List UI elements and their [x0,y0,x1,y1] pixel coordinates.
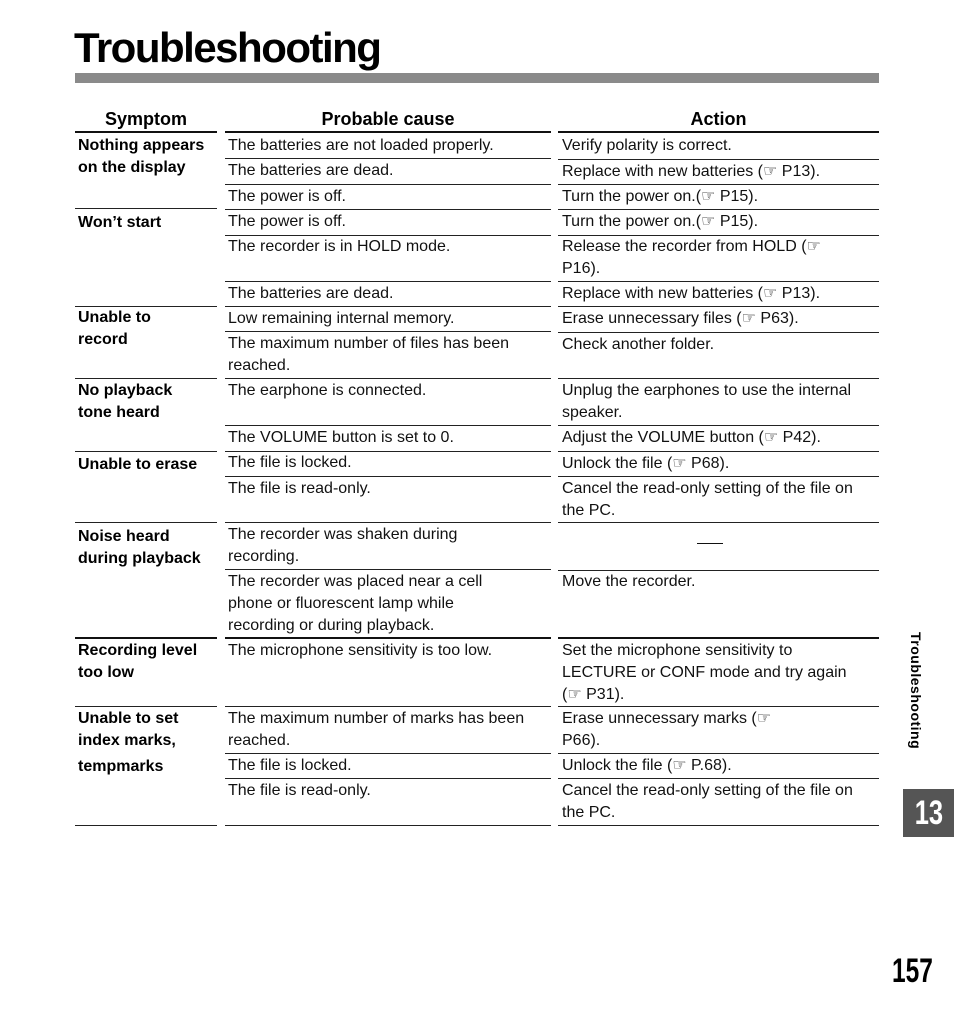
cause-cell: The power is off. [228,188,346,205]
symptom-noise-heard: Noise heard during playback [78,528,201,567]
table-bottom-rule [75,825,217,826]
action-cell: Unlock the file (☞ P68). [562,455,730,472]
row-divider [225,778,551,779]
row-divider [225,451,551,452]
row-divider [558,778,879,779]
row-divider [225,184,551,185]
action-cell: Set the microphone sensitivity to LECTURE or CONF mode and try again (☞ P31). [562,642,847,703]
cause-cell: The batteries are dead. [228,285,394,302]
row-divider [225,569,551,570]
row-divider [75,706,217,707]
row-divider [75,306,217,307]
row-divider [558,184,879,185]
row-divider [75,522,217,523]
action-cell: Turn the power on.(☞ P15). [562,213,759,230]
page-number-text: 157 [892,952,933,990]
row-divider [225,522,551,523]
row-divider [558,378,879,379]
chapter-number: 13 [914,793,943,832]
row-divider [558,476,879,477]
row-divider [75,637,217,639]
chapter-tab [903,789,954,837]
action-cell: Release the recorder from HOLD (☞ P16). [562,238,821,277]
row-divider [558,281,879,282]
action-cell: Unlock the file (☞ P.68). [562,757,732,774]
action-cell: Replace with new batteries (☞ P13). [562,285,821,302]
cause-cell: The earphone is connected. [228,382,427,399]
symptom-unable-to-record: Unable to record [78,309,151,348]
action-cell: Cancel the read-only setting of the file on the PC. [562,480,853,519]
row-divider [558,235,879,236]
side-label-text: Troubleshooting [908,632,924,750]
cause-cell: Low remaining internal memory. [228,310,455,327]
action-cell: Unplug the earphones to use the internal speaker. [562,382,852,421]
header-rule-cause [225,131,551,133]
row-divider [225,476,551,477]
cause-cell: The recorder was placed near a cell phone or fluorescent lamp while recording or during playback. [228,573,483,634]
action-cell: Verify polarity is correct. [562,137,732,154]
row-divider [225,331,551,332]
row-divider [558,306,879,307]
cause-cell: The file is locked. [228,757,352,774]
table-bottom-rule [558,825,879,826]
cause-cell: The microphone sensitivity is too low. [228,642,493,659]
cause-cell: The recorder is in HOLD mode. [228,238,451,255]
page-number [892,952,949,991]
cause-cell: The recorder was shaken during recording. [228,526,458,565]
header-rule-action [558,131,879,133]
action-cell: Turn the power on.(☞ P15). [562,188,759,205]
no-action-dash [697,543,723,544]
row-divider [558,570,879,571]
cause-cell: The batteries are not loaded properly. [228,137,494,154]
cause-cell: The maximum number of files has been reached. [228,335,510,374]
row-divider [558,332,879,333]
symptom-no-playback-tone: No playback tone heard [78,382,173,421]
action-cell: Cancel the read-only setting of the file on the PC. [562,782,853,821]
symptom-unable-to-set-marks: Unable to set index marks, [78,710,179,749]
symptom-wont-start: Won’t start [78,214,162,231]
cause-cell: The power is off. [228,213,346,230]
header-symptom: Symptom [104,109,187,129]
symptom-tempmarks: tempmarks [78,758,164,775]
action-cell: Adjust the VOLUME button (☞ P42). [562,429,821,446]
row-divider [558,522,879,523]
row-divider [75,378,217,379]
row-divider [225,209,551,210]
row-divider [225,753,551,754]
cause-cell: The file is read-only. [228,782,371,799]
header-probable-cause: Probable cause [321,109,455,129]
row-divider [75,208,217,209]
symptom-unable-to-erase: Unable to erase [78,456,198,473]
action-cell: Erase unnecessary files (☞ P63). [562,310,799,327]
cause-cell: The file is locked. [228,454,352,471]
row-divider [558,209,879,210]
row-divider [225,281,551,282]
symptom-nothing-appears: Nothing appears on the display [78,137,205,176]
row-divider [558,451,879,452]
row-divider [225,637,551,639]
action-cell: Erase unnecessary marks (☞ P66). [562,710,772,749]
cause-cell: The VOLUME button is set to 0. [228,429,454,446]
row-divider [225,235,551,236]
cause-cell: The maximum number of marks has been reached. [228,710,525,749]
row-divider [225,706,551,707]
symptom-recording-level-low: Recording level too low [78,642,198,681]
row-divider [225,378,551,379]
row-divider [558,753,879,754]
row-divider [225,425,551,426]
row-divider [558,159,879,160]
header-action: Action [690,109,747,129]
cause-cell: The batteries are dead. [228,162,394,179]
action-cell: Move the recorder. [562,573,696,590]
action-cell: Check another folder. [562,336,715,353]
row-divider [75,451,217,452]
table-bottom-rule [225,825,551,826]
row-divider [225,306,551,307]
row-divider [225,158,551,159]
row-divider [558,706,879,707]
action-cell: Replace with new batteries (☞ P13). [562,163,821,180]
cause-cell: The file is read-only. [228,480,371,497]
row-divider [558,637,879,639]
page-title: Troubleshooting [74,24,381,71]
row-divider [558,425,879,426]
header-rule-symptom [75,131,217,133]
chapter-side-label [908,632,934,768]
title-underline-bar [75,73,879,83]
